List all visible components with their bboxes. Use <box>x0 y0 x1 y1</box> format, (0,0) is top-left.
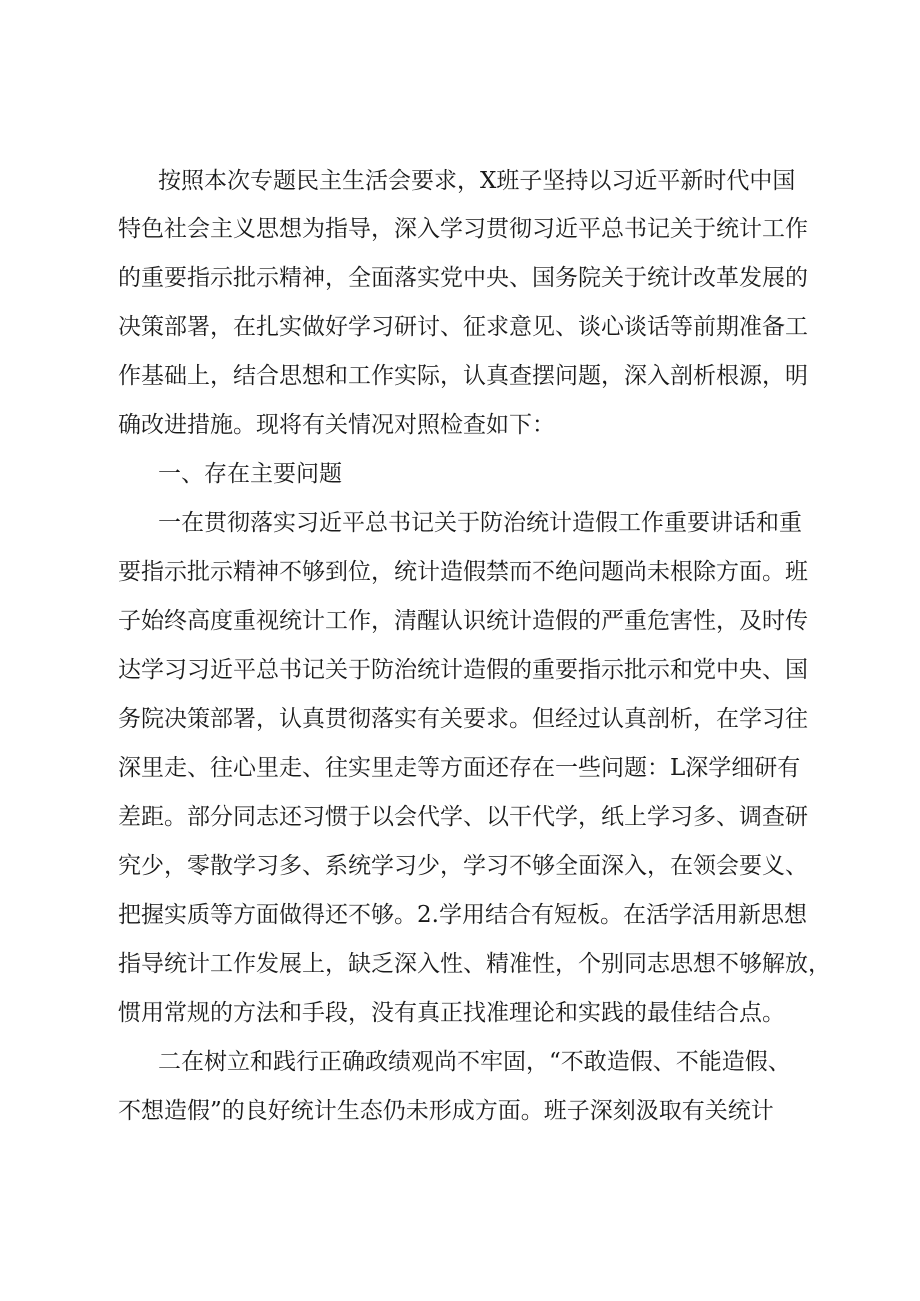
paragraph-2-line-3: 子始终高度重视统计工作，清醒认识统计造假的严重危害性，及时传 <box>118 608 808 634</box>
paragraph-1-line-4: 决策部署，在扎实做好学习研讨、征求意见、谈心谈话等前期准备工 <box>118 314 808 340</box>
paragraph-1-line-1: 按照本次专题民主生活会要求，X班子坚持以习近平新时代中国 <box>158 168 796 194</box>
paragraph-2-line-8: 究少，零散学习多、系统学习少，学习不够全面深入，在领会要义、 <box>118 853 808 879</box>
paragraph-3-line-2: 不想造假”的良好统计生态仍未形成方面。班子深刻汲取有关统计 <box>118 1098 774 1124</box>
paragraph-1-line-3: 的重要指示批示精神，全面落实党中央、国务院关于统计改革发展的 <box>118 265 808 291</box>
paragraph-2-line-2: 要指示批示精神不够到位，统计造假禁而不绝问题尚未根除方面。班 <box>118 559 808 585</box>
paragraph-2-line-10: 指导统计工作发展上，缺乏深入性、精准性，个别同志思想不够解放， <box>118 951 831 977</box>
paragraph-2-line-11: 惯用常规的方法和手段，没有真正找准理论和实践的最佳结合点。 <box>118 1000 785 1026</box>
paragraph-1-line-5: 作基础上，结合思想和工作实际，认真查摆问题，深入剖析根源，明 <box>118 363 808 389</box>
paragraph-2-line-5: 务院决策部署，认真贯彻落实有关要求。但经过认真剖析，在学习往 <box>118 706 808 732</box>
paragraph-2-line-9: 把握实质等方面做得还不够。2.学用结合有短板。在活学活用新思想 <box>118 902 807 928</box>
paragraph-3-line-1: 二在树立和践行正确政绩观尚不牢固，“不敢造假、不能造假、 <box>158 1049 791 1075</box>
paragraph-2-line-1: 一在贯彻落实习近平总书记关于防治统计造假工作重要讲话和重 <box>158 510 802 536</box>
paragraph-1-line-2: 特色社会主义思想为指导，深入学习贯彻习近平总书记关于统计工作 <box>118 216 808 242</box>
section-heading: 一、存在主要问题 <box>158 461 342 487</box>
paragraph-2-line-6: 深里走、往心里走、往实里走等方面还存在一些问题：L深学细研有 <box>118 755 801 781</box>
paragraph-1-line-6: 确改进措施。现将有关情况对照检查如下： <box>118 412 555 438</box>
paragraph-2-line-7: 差距。部分同志还习惯于以会代学、以干代学，纸上学习多、调查研 <box>118 804 808 830</box>
paragraph-2-line-4: 达学习习近平总书记关于防治统计造假的重要指示批示和党中央、国 <box>118 657 808 683</box>
